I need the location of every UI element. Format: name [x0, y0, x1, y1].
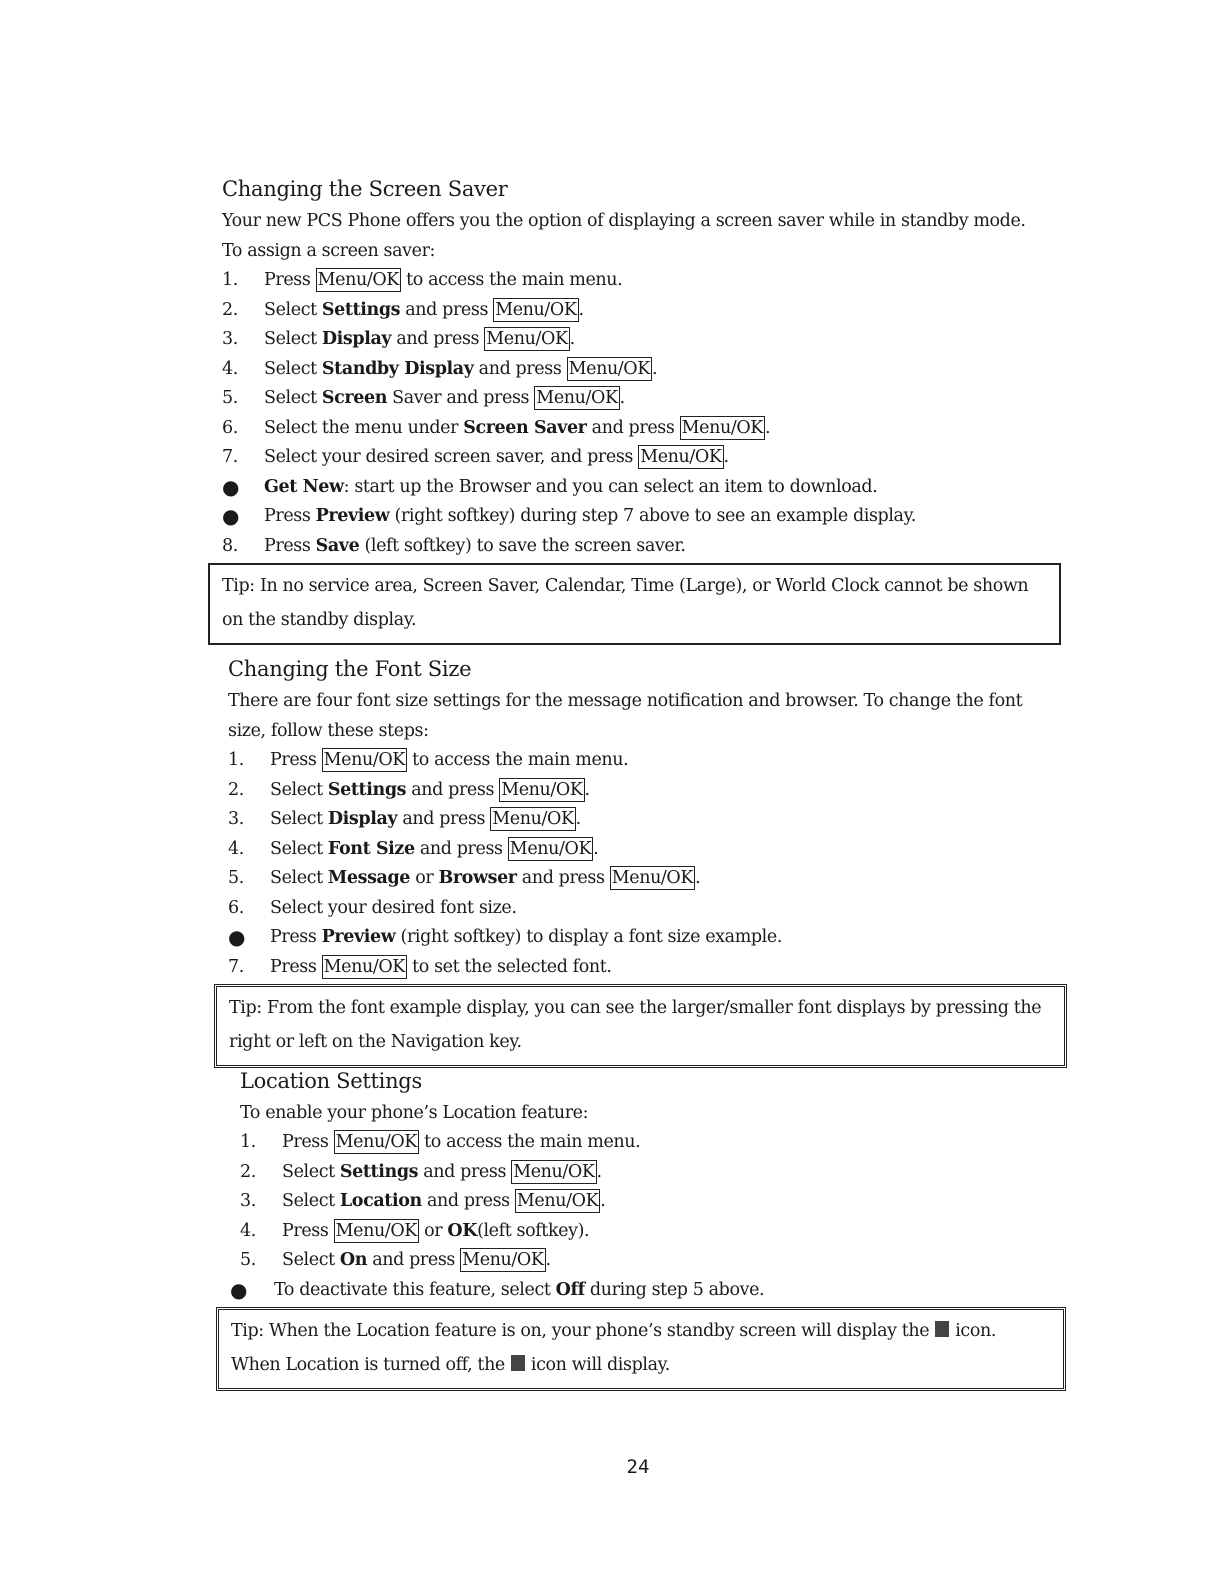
section-title: Location Settings — [240, 1069, 422, 1093]
step-item: 6. Select your desired font size. — [228, 897, 517, 918]
page-number: 24 — [626, 1456, 650, 1478]
section-font-size — [228, 656, 1068, 1068]
menu-ok-key: Menu/OK — [323, 956, 405, 977]
menu-ok-key: Menu/OK — [536, 388, 618, 408]
bullet-icon: ● — [222, 504, 240, 528]
section-title: Changing the Screen Saver — [222, 177, 508, 201]
menu-ok-key: Menu/OK — [492, 809, 574, 829]
menu-ok-key: Menu/OK — [495, 299, 577, 320]
tip-label: Tip — [222, 576, 250, 596]
tip-box: Tip: From the font example display, you can see the larger/smaller font displays by pressing the right or left on the Navigation key. — [214, 984, 1067, 1068]
menu-ok-key: Menu/OK — [335, 1220, 417, 1241]
section-location-settings — [230, 1068, 1080, 1391]
section-screen-saver — [222, 176, 1062, 645]
section-title: Changing the Font Size — [228, 657, 472, 681]
step-item: 8. Press Save (left softkey) to save the screen saver. — [222, 535, 686, 556]
bullet-icon: ● — [222, 474, 240, 499]
menu-ok-key: Menu/OK — [509, 838, 592, 859]
tip-label: Tip — [229, 998, 257, 1018]
menu-ok-key: Menu/OK — [516, 1191, 599, 1211]
menu-ok-key: Menu/OK — [640, 447, 722, 467]
menu-ok-key: Menu/OK — [681, 417, 763, 438]
menu-ok-key: Menu/OK — [611, 868, 694, 888]
bullet-item: ● Press Preview (right softkey) during step 7 above to see an example display. — [222, 502, 1062, 532]
bullet-icon: ● — [228, 925, 246, 949]
intro-line: Your new PCS Phone offers you the option of displaying a screen saver while in standby mode. — [222, 211, 1026, 231]
step-item: 3. Select Display and press Menu/OK . — [222, 329, 575, 349]
step-item: 5. Select Message or Browser and press Menu/OK . — [228, 868, 701, 888]
step-item: 6. Select the menu under Screen Saver and press Menu/OK . — [222, 417, 771, 438]
bullet-item: ● To deactivate this feature, select Off during step 5 above. — [240, 1276, 1080, 1306]
tip-label: Tip — [231, 1321, 259, 1341]
menu-ok-key: Menu/OK — [486, 329, 568, 349]
intro-line: size, follow these steps: — [228, 721, 429, 741]
step-item: 3. Select Display and press Menu/OK . — [228, 809, 581, 829]
step-item: 1. Press Menu/OK to access the main menu. — [228, 750, 629, 770]
step-item: 7. Press Menu/OK to set the selected font. — [228, 956, 612, 977]
menu-ok-key: Menu/OK — [568, 358, 650, 379]
step-item: 4. Select Font Size and press Menu/OK . — [228, 838, 599, 859]
menu-ok-key: Menu/OK — [317, 270, 399, 290]
step-item: 5. Select On and press Menu/OK . — [240, 1250, 551, 1270]
menu-ok-key: Menu/OK — [501, 779, 583, 800]
step-item: 4. Select Standby Display and press Menu/OK . — [222, 358, 658, 379]
menu-ok-key: Menu/OK — [513, 1161, 595, 1182]
step-item: 1. Press Menu/OK to access the main menu. — [240, 1132, 641, 1152]
menu-ok-key: Menu/OK — [335, 1132, 417, 1152]
step-item: 5. Select Screen Saver and press Menu/OK . — [222, 388, 625, 408]
step-item: 1. Press Menu/OK to access the main menu. — [222, 270, 623, 290]
intro-line: There are four font size settings for the message notification and browser. To change the font — [228, 691, 1023, 711]
intro-line: To enable your phone’s Location feature: — [240, 1103, 589, 1123]
step-list — [222, 266, 1062, 561]
bullet-item: ● Press Preview (right softkey) to display a font size example. — [228, 923, 1068, 953]
step-item: 7. Select your desired screen saver, and press Menu/OK . — [222, 447, 729, 467]
location-on-icon — [935, 1321, 949, 1337]
step-item: 2. Select Settings and press Menu/OK . — [240, 1161, 602, 1182]
bullet-item: ● Get New: start up the Browser and you can select an item to download. — [222, 473, 1062, 503]
bullet-icon: ● — [230, 1277, 248, 1302]
step-list — [230, 1128, 1080, 1305]
intro-line: To assign a screen saver: — [222, 241, 436, 261]
step-list — [228, 746, 1068, 982]
tip-box: Tip: In no service area, Screen Saver, Calendar, Time (Large), or World Clock cannot be shown on the standby display. — [208, 563, 1061, 645]
step-item: 2. Select Settings and press Menu/OK . — [228, 779, 590, 800]
menu-ok-key: Menu/OK — [462, 1250, 544, 1270]
menu-ok-key: Menu/OK — [323, 750, 405, 770]
step-item: 2. Select Settings and press Menu/OK . — [222, 299, 584, 320]
step-item: 4. Press Menu/OK or OK(left softkey). — [240, 1220, 590, 1241]
tip-box: Tip: When the Location feature is on, your phone’s standby screen will display the icon. When Location is turned off, the icon will display. — [216, 1307, 1066, 1391]
location-off-icon — [511, 1355, 525, 1371]
step-item: 3. Select Location and press Menu/OK . — [240, 1191, 606, 1211]
